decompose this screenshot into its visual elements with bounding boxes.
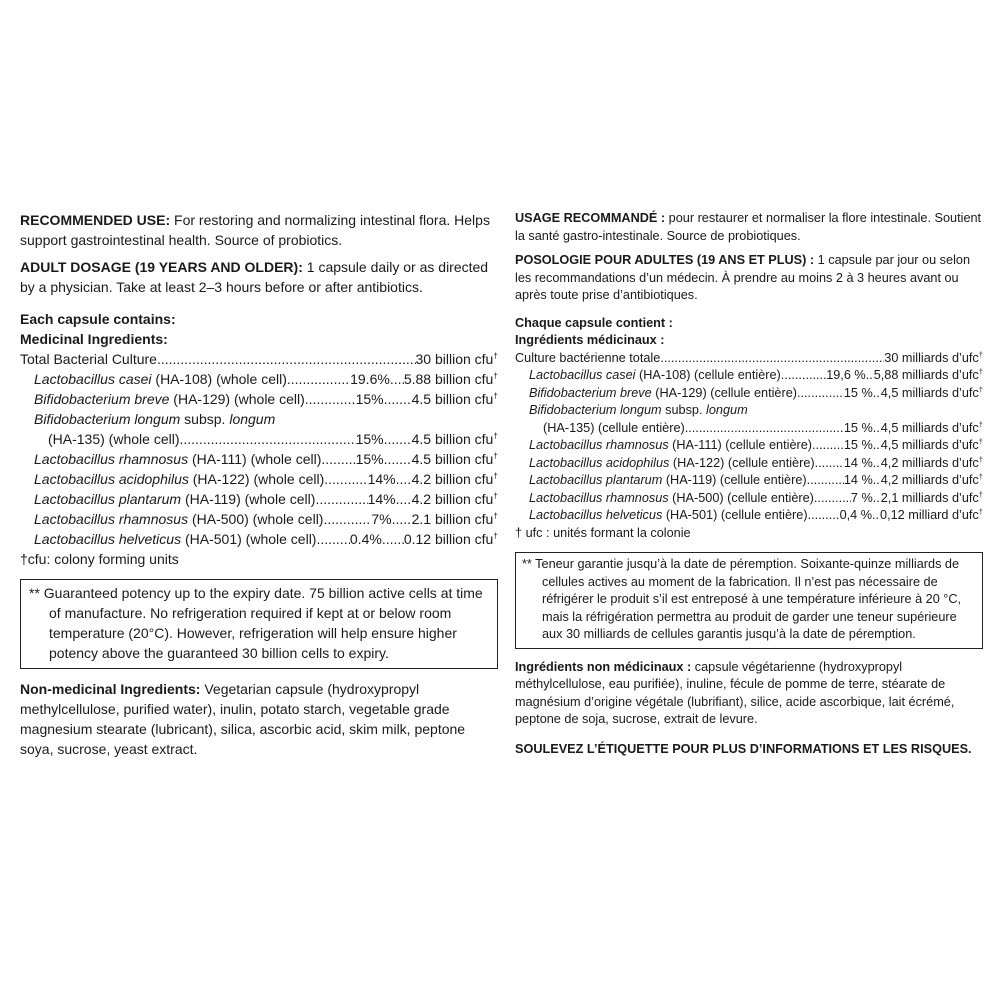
recommended-use-label: RECOMMENDED USE: xyxy=(20,212,171,228)
ingredients-medicinaux-title xyxy=(515,332,983,350)
ingredient-row: Lactobacillus casei (HA-108) (whole cell) ..... 19.6% ..... 5.88 billion cfu† xyxy=(20,369,498,389)
ingredient-percent: 15 % xyxy=(843,385,873,400)
dagger-mark: † xyxy=(493,350,498,361)
ingredient-value: 4.5 billion cfu xyxy=(411,451,494,467)
ingredient-percent: 19,6 % xyxy=(826,368,866,382)
ingredient-strain: (HA-108) (cellule entière) xyxy=(635,368,781,382)
ingredient-strain: (HA-111) (cellule entière) xyxy=(668,438,813,452)
total-culture-label: Culture bactérienne totale xyxy=(515,350,661,365)
teneur-notice-text: ** Teneur garantie jusqu’à la date de péremption. Soixante-quinze milliards de cellules actives au moment de la fabrication. Il n’est pas nécessaire de réfrigérer le produit s’il est entreposé à une température inférieure à 20 °C, mais la réfrigération permettra au produit de garder une teneur supérieure aux 30 milliards de cellules garantis jusqu’à la date de péremption. xyxy=(522,557,962,641)
adult-dosage-label: ADULT DOSAGE (19 YEARS AND OLDER): xyxy=(20,259,303,275)
english-column xyxy=(20,210,498,759)
potency-notice-text: ** Guaranteed potency up to the expiry date. 75 billion active cells at time of manufacture. No refrigeration required if kept at or below room temperature (20°C). However, refrigeration will help ensure higher potency above the guaranteed 30 billion cells to expiry. xyxy=(29,585,483,661)
ingredient-name: Lactobacillus acidophilus xyxy=(34,471,189,487)
ingredient-subspecies: longum xyxy=(229,411,276,427)
ingredient-row: Lactobacillus rhamnosus (HA-500) (cellule entière) ..... 7 % ..... 2,1 milliards d’ufc† xyxy=(515,490,983,508)
ingredient-strain: (HA-119) (whole cell) xyxy=(181,491,316,507)
ingredient-name: Lactobacillus casei xyxy=(34,371,152,387)
lift-label-text: SOULEVEZ L’ÉTIQUETTE POUR PLUS D’INFORMATIONS ET LES RISQUES. xyxy=(515,741,972,756)
each-capsule-contains-label: Each capsule contains: xyxy=(20,311,176,327)
recommended-use-text: For restoring and normalizing intestinal flora. Helps support gastrointestinal health. Source of probiotics. xyxy=(20,212,490,248)
ingredient-percent: 15% xyxy=(355,451,384,467)
ingredient-value: 0,12 milliard d’ufc xyxy=(880,508,979,522)
ingredient-name: Lactobacillus rhamnosus xyxy=(34,511,189,527)
lift-label-notice xyxy=(515,741,983,759)
non-medicinal-text: Vegetarian capsule (hydroxypropyl methylcellulose, purified water), inulin, potato starch, vegetable grade magnesium stearate (lubricant), silica, ascorbic acid, skim milk, peptone soya, sucrose, yeast extract. xyxy=(20,681,466,757)
total-culture-row xyxy=(20,349,498,369)
ingredient-value: 4,2 milliards d’ufc xyxy=(880,455,979,470)
ingredient-strain: subsp. xyxy=(661,403,707,417)
recommended-use xyxy=(20,210,498,250)
ingredient-row: Bifidobacterium breve (HA-129) (whole cell) ..... 15% ..... 4.5 billion cfu† xyxy=(20,389,498,409)
ingredient-strain: (HA-135) (cellule entière) xyxy=(543,420,685,435)
ingredient-name: Lactobacillus rhamnosus xyxy=(34,451,189,467)
total-culture-value: 30 billion cfu xyxy=(415,351,494,367)
ingredient-percent: 7 % xyxy=(850,490,873,505)
ingredient-name: Bifidobacterium longum xyxy=(529,403,662,417)
posologie xyxy=(515,252,983,305)
chaque-capsule-title xyxy=(515,315,983,333)
french-column xyxy=(515,210,983,758)
ingredient-strain: (HA-501) (cellule entière) xyxy=(662,508,808,522)
medicinal-ingredients-title xyxy=(20,329,498,349)
ingredients-non-medicinaux xyxy=(515,659,983,729)
ingredient-value: 4,5 milliards d’ufc xyxy=(880,385,979,400)
ingredient-row: Bifidobacterium breve (HA-129) (cellule entière) ..... 15 % ..... 4,5 milliards d’ufc† xyxy=(515,385,983,403)
ingredient-row: Lactobacillus helveticus (HA-501) (cellule entière) ..... 0,4 % ..... 0,12 milliard d’ufc† xyxy=(515,507,983,525)
non-medicinaux-text: capsule végétarienne (hydroxypropyl méthylcellulose, eau purifiée), inuline, fécule de pomme de terre, stéarate de magnésium d’origine végétale (lubrifiant), silice, acide ascorbique, lait écrémé, peptone de soja, sucrose, extrait de levure. xyxy=(515,659,955,726)
ingredient-subspecies: longum xyxy=(706,403,748,417)
ingredient-strain: (HA-122) (cellule entière) xyxy=(669,455,815,470)
non-medicinaux-label: Ingrédients non médicinaux : xyxy=(515,659,692,674)
usage-recommande-label: USAGE RECOMMANDÉ : xyxy=(515,211,666,225)
ingredient-name: Bifidobacterium breve xyxy=(529,385,652,400)
ingredient-row: Lactobacillus plantarum (HA-119) (whole cell) ..... 14% ..... 4.2 billion cfu† xyxy=(20,489,498,509)
ingredient-row: Lactobacillus rhamnosus (HA-500) (whole cell) ..... 7% ..... 2.1 billion cfu† xyxy=(20,509,498,529)
ingredient-row: Lactobacillus rhamnosus (HA-111) (cellule entière) ..... 15 % ..... 4,5 milliards d’ufc† xyxy=(515,437,983,455)
ingredient-name: Lactobacillus rhamnosus xyxy=(529,438,669,452)
ingredient-row xyxy=(20,409,498,429)
ingredient-value: 0.12 billion cfu xyxy=(403,531,494,547)
ingredient-name: Lactobacillus plantarum xyxy=(34,491,182,507)
ingredient-name: Lactobacillus rhamnosus xyxy=(529,490,669,505)
ingredient-row-continued: (HA-135) (whole cell) ..... 15% ..... 4.5 billion cfu† xyxy=(20,429,498,449)
ingredient-value: 4.2 billion cfu xyxy=(411,491,494,507)
ingredient-row: Lactobacillus helveticus (HA-501) (whole cell) ..... 0.4% ..... 0.12 billion cfu† xyxy=(20,529,498,549)
ingredient-value: 4,2 milliards d’ufc xyxy=(880,473,979,487)
ingredient-strain: (HA-122) (whole cell) xyxy=(188,471,325,487)
ingredient-percent: 14 % xyxy=(843,455,873,470)
ingredient-percent: 7% xyxy=(371,511,392,527)
ingredient-row: Lactobacillus plantarum (HA-119) (cellule entière) ..... 14 % ..... 4,2 milliards d’ufc† xyxy=(515,472,983,490)
total-culture-row: Culture bactérienne totale ..... 30 milliards d’ufc† xyxy=(515,350,983,368)
ingredient-value: 4.2 billion cfu xyxy=(411,471,494,487)
adult-dosage xyxy=(20,257,498,297)
teneur-notice-box xyxy=(515,552,983,649)
non-medicinal-ingredients xyxy=(20,679,498,759)
ingredient-name: Lactobacillus helveticus xyxy=(34,531,182,547)
ingredient-value: 4.5 billion cfu xyxy=(411,431,494,447)
ingredient-percent: 14% xyxy=(367,491,396,507)
ingredient-value: 4,5 milliards d’ufc xyxy=(880,420,979,435)
ingredient-value: 2.1 billion cfu xyxy=(411,511,494,527)
ingredient-percent: 0.4% xyxy=(349,531,382,547)
chaque-capsule-label: Chaque capsule contient : xyxy=(515,315,673,330)
ingredient-name: Lactobacillus helveticus xyxy=(529,508,663,522)
ingredient-strain: subsp. xyxy=(180,411,230,427)
ingredient-value: 5.88 billion cfu xyxy=(403,371,494,387)
ingredient-name: Bifidobacterium longum xyxy=(34,411,181,427)
total-culture-value: 30 milliards d’ufc xyxy=(884,350,979,365)
usage-recommande xyxy=(515,210,983,245)
non-medicinal-label: Non-medicinal Ingredients: xyxy=(20,681,201,697)
ingredient-value: 5,88 milliards d’ufc xyxy=(873,368,979,382)
ingredient-percent: 15% xyxy=(355,431,384,447)
posologie-label: POSOLOGIE POUR ADULTES (19 ANS ET PLUS) : xyxy=(515,253,815,267)
ingredient-row: Lactobacillus casei (HA-108) (cellule entière) ..... 19,6 % ..... 5,88 milliards d’ufc† xyxy=(515,367,983,385)
cfu-footnote: †cfu: colony forming units xyxy=(20,551,179,567)
ingredient-name: Lactobacillus acidophilus xyxy=(529,455,670,470)
ingredient-percent: 15% xyxy=(355,391,384,407)
ingredient-value: 2,1 milliards d’ufc xyxy=(880,490,979,505)
ingredient-strain: (HA-500) (cellule entière) xyxy=(668,490,814,505)
ufc-footnote: † ufc : unités formant la colonie xyxy=(515,525,691,540)
ingredient-row: Lactobacillus acidophilus (HA-122) (cellule entière) ..... 14 % ..... 4,2 milliards d’ufc† xyxy=(515,455,983,473)
ingredient-strain: (HA-129) (cellule entière) xyxy=(651,385,797,400)
ingredient-strain: (HA-108) (whole cell) xyxy=(151,371,287,387)
each-capsule-contains-title xyxy=(20,309,498,329)
ingredient-name: Lactobacillus casei xyxy=(529,368,636,382)
potency-notice-box xyxy=(20,579,498,669)
ingredient-strain: (HA-135) (whole cell) xyxy=(48,431,180,447)
adult-dosage-text: 1 capsule daily or as directed by a physician. Take at least 2–3 hours before or after antibiotics. xyxy=(20,259,489,295)
ingredient-strain: (HA-111) (whole cell) xyxy=(188,451,322,467)
ingredient-row: Lactobacillus rhamnosus (HA-111) (whole cell) ..... 15% ..... 4.5 billion cfu† xyxy=(20,449,498,469)
ingredient-value: 4.5 billion cfu xyxy=(411,391,494,407)
ingredient-strain: (HA-129) (whole cell) xyxy=(169,391,305,407)
ingredient-percent: 19.6% xyxy=(350,371,390,387)
ingredient-strain: (HA-119) (cellule entière) xyxy=(662,473,807,487)
ingredient-percent: 15 % xyxy=(843,420,873,435)
ingredient-value: 4,5 milliards d’ufc xyxy=(880,438,979,452)
medicinal-ingredients-label: Medicinal Ingredients: xyxy=(20,331,168,347)
ingredient-row: Lactobacillus acidophilus (HA-122) (whole cell) ..... 14% ..... 4.2 billion cfu† xyxy=(20,469,498,489)
ingredient-name: Lactobacillus plantarum xyxy=(529,473,663,487)
ingredient-row xyxy=(515,402,983,420)
posologie-text: 1 capsule par jour ou selon les recommandations d’un médecin. À prendre au moins 2 à 3 heures avant ou après toute prise d’antibiotiques. xyxy=(515,253,970,302)
ingredient-name: Bifidobacterium breve xyxy=(34,391,170,407)
ingredient-strain: (HA-500) (whole cell) xyxy=(188,511,324,527)
ingredient-percent: 14 % xyxy=(843,473,873,487)
ingredient-row-continued: (HA-135) (cellule entière) ..... 15 % ..... 4,5 milliards d’ufc† xyxy=(515,420,983,438)
ingredients-medicinaux-label: Ingrédients médicinaux : xyxy=(515,333,665,347)
ingredient-strain: (HA-501) (whole cell) xyxy=(181,531,317,547)
ingredient-percent: 14% xyxy=(367,471,396,487)
ingredient-percent: 15 % xyxy=(843,438,873,452)
ingredient-percent: 0,4 % xyxy=(839,508,873,522)
usage-recommande-text: pour restaurer et normaliser la flore intestinale. Soutient la santé gastro-intestinale. Source de probiotiques. xyxy=(515,211,982,243)
total-culture-label: Total Bacterial Culture xyxy=(20,351,157,367)
